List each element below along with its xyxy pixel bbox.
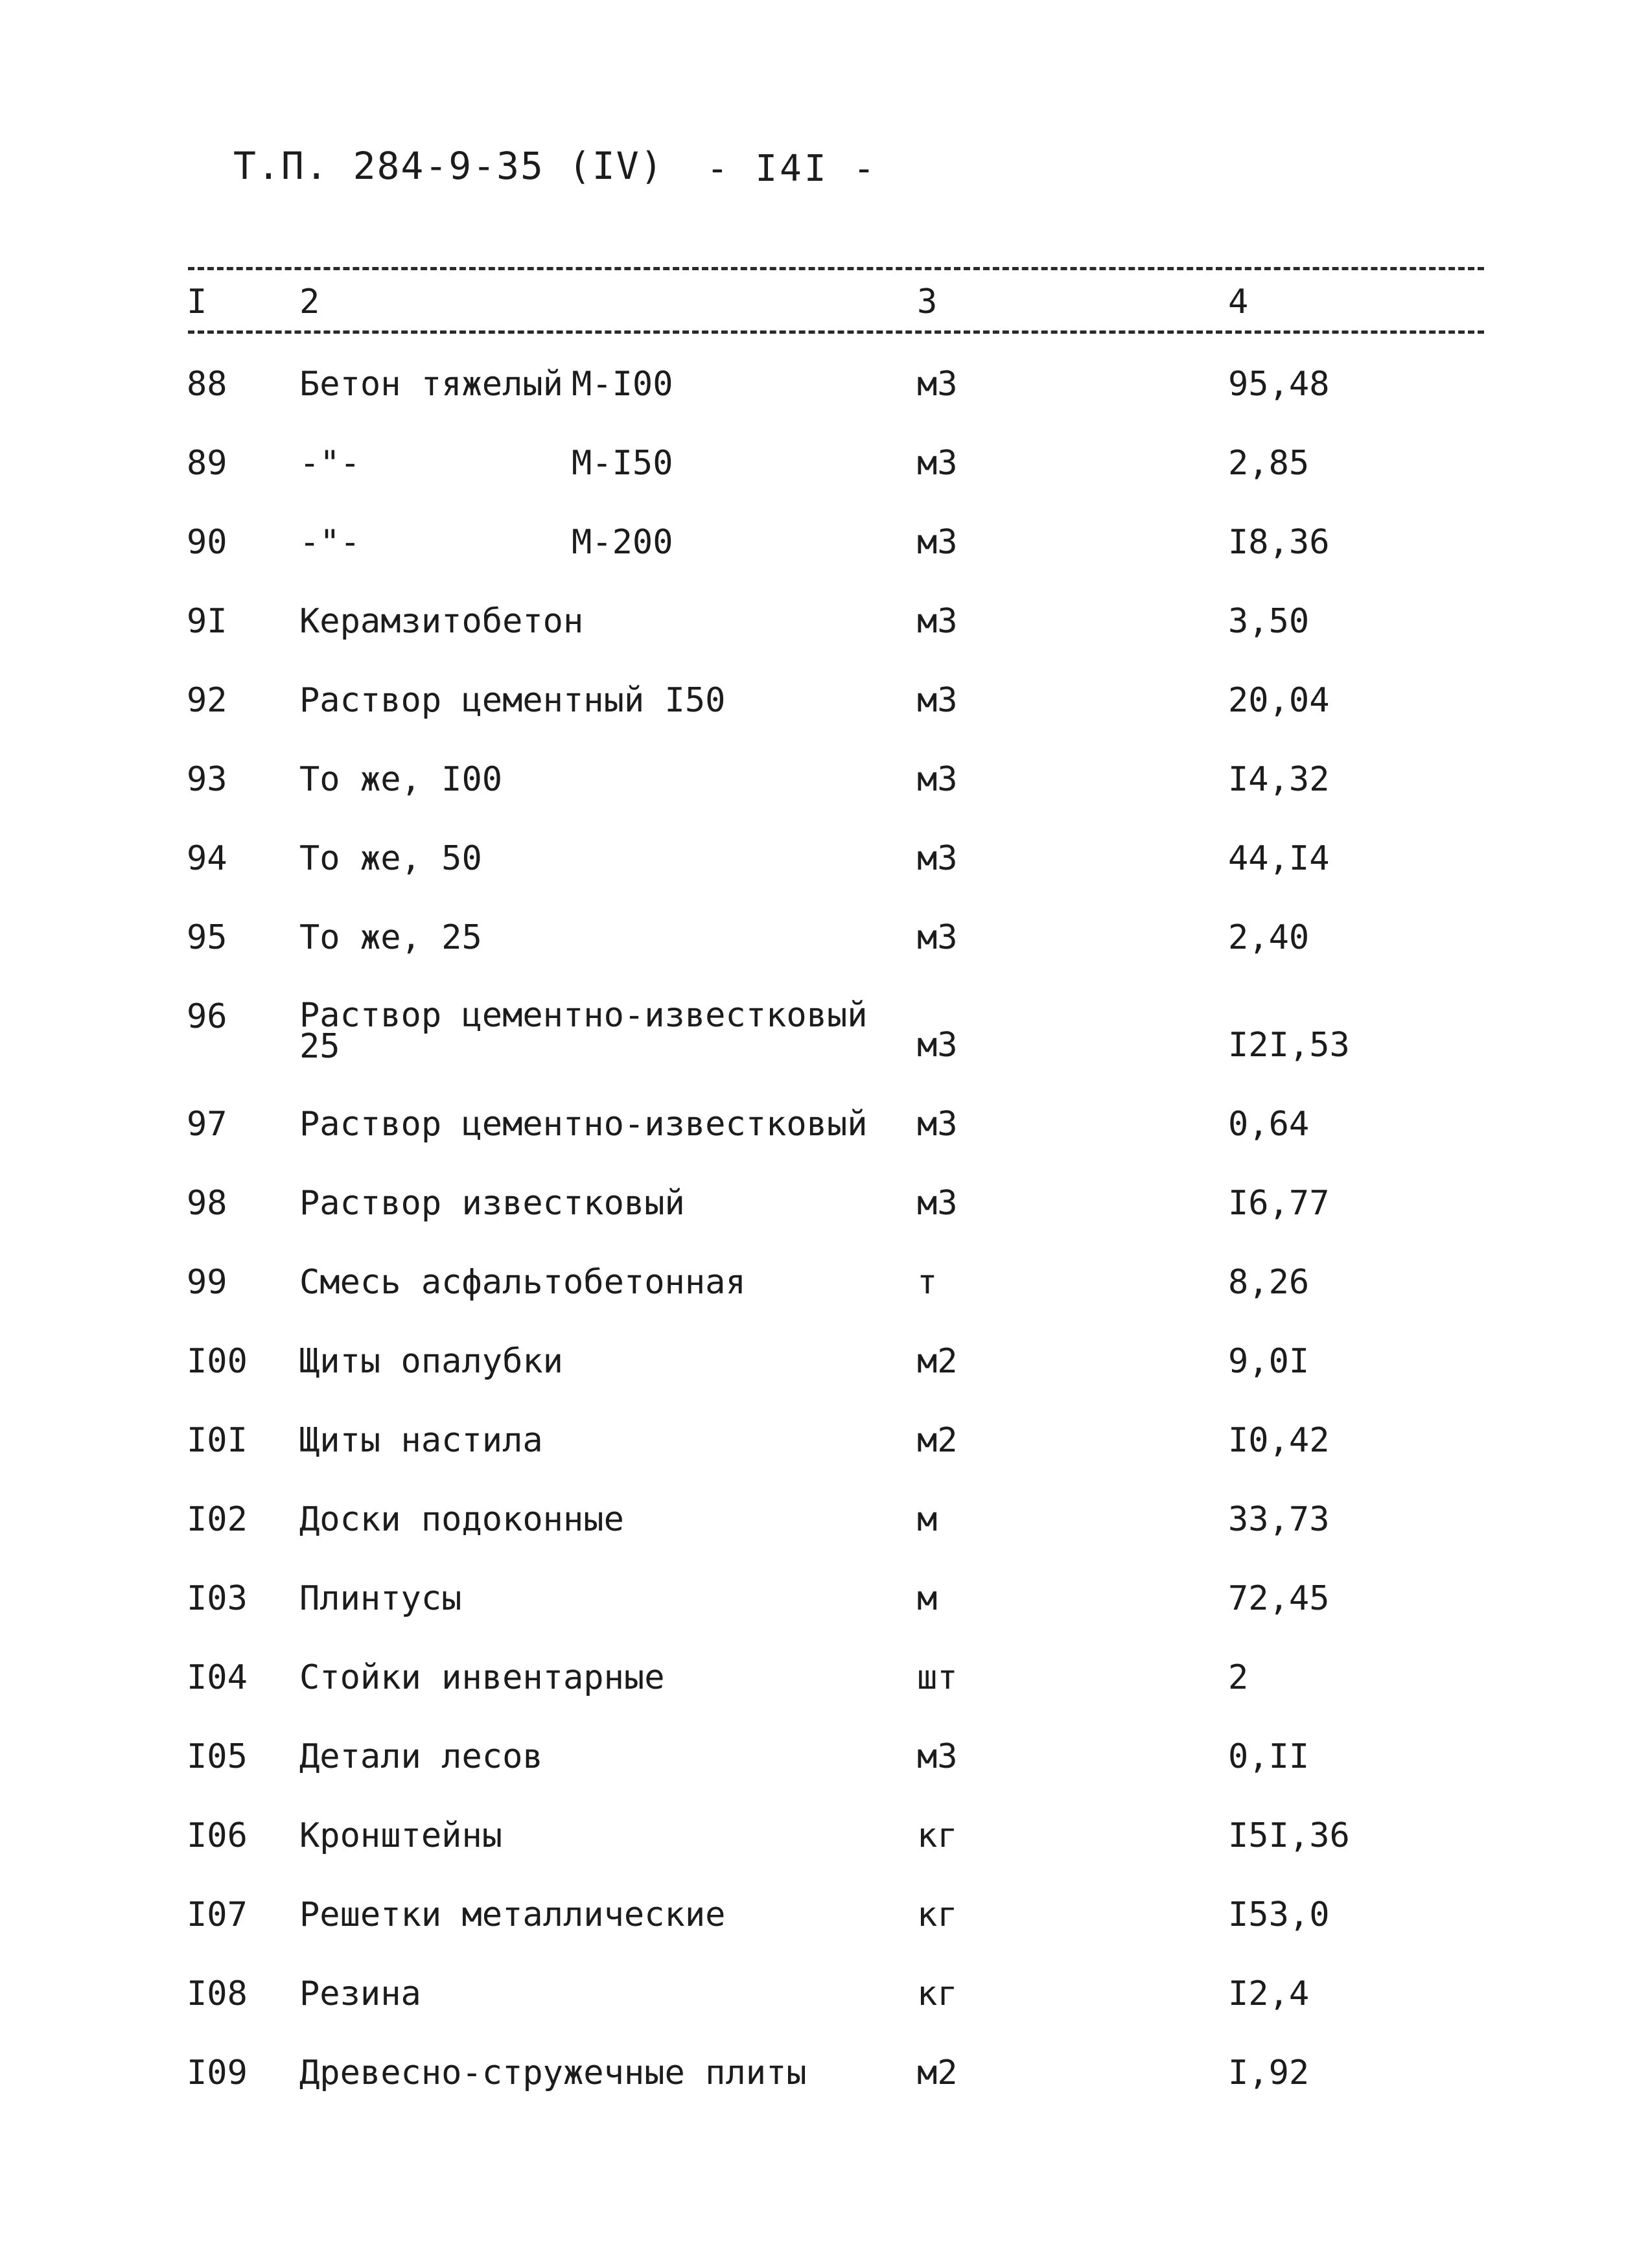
quantity: 44,I4 [1228,839,1330,878]
quantity: I8,36 [1228,523,1330,562]
column-header-2: 2 [299,283,320,321]
material-name: Щиты настила [299,1421,543,1460]
page-number: - I4I - [706,148,878,190]
row-number: I0I [187,1421,248,1460]
table-row [0,1737,1626,1818]
table-row [0,1658,1626,1739]
column-header-4: 4 [1228,283,1249,321]
row-number: 90 [187,523,227,562]
table-row [0,760,1626,840]
material-name: Резина [299,1974,421,2013]
unit: м3 [917,1184,958,1223]
quantity: 0,64 [1228,1105,1310,1144]
table-row [0,1579,1626,1660]
row-number: 98 [187,1184,227,1223]
unit: м3 [917,681,958,720]
material-name: Раствор цементно-известковый 25 [299,996,868,1066]
row-number: I02 [187,1500,248,1539]
quantity: 72,45 [1228,1579,1330,1618]
quantity: I,92 [1228,2054,1310,2092]
quantity: 3,50 [1228,602,1310,641]
unit: м3 [917,839,958,878]
quantity: I2I,53 [1228,1026,1350,1065]
quantity: 8,26 [1228,1263,1310,1302]
table-row [0,1342,1626,1422]
unit: м3 [917,918,958,957]
material-grade: М-I00 [572,365,673,404]
row-number: 92 [187,681,227,720]
table-row [0,446,1626,524]
unit: м3 [917,1105,958,1144]
quantity: I2,4 [1228,1974,1310,2013]
row-number: 99 [187,1263,227,1302]
unit: м3 [917,365,958,404]
quantity: 9,0I [1228,1342,1310,1381]
material-name: Смесь асфальтобетонная [299,1263,746,1302]
row-number: 95 [187,918,227,957]
row-number: I04 [187,1658,248,1697]
quantity: I5I,36 [1228,1816,1350,1855]
material-name-text: -"- [299,523,360,562]
material-name: Доски подоконные [299,1500,624,1539]
material-name: Керамзитобетон [299,602,584,641]
table-row [0,1421,1626,1501]
material-name: Детали лесов [299,1737,543,1776]
table-row [0,1974,1626,2055]
material-name: Плинтусы [299,1579,462,1618]
unit: шт [917,1658,958,1697]
table-row [0,681,1626,761]
row-number: I09 [187,2054,248,2092]
material-name: Щиты опалубки [299,1342,563,1381]
quantity: 95,48 [1228,365,1330,404]
row-number: I00 [187,1342,248,1381]
quantity: I6,77 [1228,1184,1330,1223]
table-row [0,996,1626,1078]
material-grade: М-I50 [572,444,673,483]
quantity: 2,40 [1228,918,1310,957]
table-row [0,1816,1626,1897]
material-name [299,365,673,404]
unit: м3 [917,760,958,799]
column-header-1: I [187,283,207,321]
quantity: 20,04 [1228,681,1330,720]
table-row [0,523,1626,603]
unit: м2 [917,2054,958,2092]
unit: м3 [917,444,958,483]
table-row [0,602,1626,682]
quantity: 33,73 [1228,1500,1330,1539]
row-number: I06 [187,1816,248,1855]
material-name: Стойки инвентарные [299,1658,665,1697]
unit: м3 [917,1026,958,1065]
material-name: Раствор цементно-известковый [299,1105,868,1144]
row-number: I05 [187,1737,248,1776]
row-number: 94 [187,839,227,878]
material-name: Решетки металлические [299,1895,726,1934]
quantity: 2,85 [1228,444,1310,483]
table-row [0,1500,1626,1580]
quantity: 2 [1228,1658,1249,1697]
material-name: То же, I00 [299,760,503,799]
material-name: Раствор цементный I50 [299,681,726,720]
unit: м3 [917,1737,958,1776]
quantity: 0,II [1228,1737,1310,1776]
material-name: Древесно-стружечные плиты [299,2054,807,2092]
material-name: Раствор известковый [299,1184,685,1223]
unit: кг [917,1974,958,2013]
material-name-text: -"- [299,444,360,483]
unit: кг [917,1895,958,1934]
table-header-rule [188,330,1484,334]
column-header-3: 3 [917,283,938,321]
row-number: 97 [187,1105,227,1144]
unit: кг [917,1816,958,1855]
table-row [0,1186,1626,1264]
quantity: I0,42 [1228,1421,1330,1460]
unit: м2 [917,1421,958,1460]
table-row [0,2056,1626,2134]
table-row [0,1263,1626,1343]
table-row [0,367,1626,445]
quantity: I53,0 [1228,1895,1330,1934]
unit: м2 [917,1342,958,1381]
material-name [299,444,673,483]
row-number: 89 [187,444,227,483]
unit: м [917,1500,938,1539]
unit: м [917,1579,938,1618]
row-number: 96 [187,997,227,1036]
table-top-rule [188,267,1484,270]
material-name: То же, 25 [299,918,482,957]
unit: м3 [917,602,958,641]
material-grade: М-200 [572,523,673,562]
table-row [0,1107,1626,1185]
quantity: I4,32 [1228,760,1330,799]
row-number: I03 [187,1579,248,1618]
table-row [0,918,1626,999]
material-name-text: Бетон тяжелый [299,365,563,404]
row-number: I08 [187,1974,248,2013]
material-name: Кронштейны [299,1816,503,1855]
table-row [0,839,1626,920]
unit: т [917,1263,938,1302]
material-name [299,523,673,562]
table-row [0,1895,1626,1976]
unit: м3 [917,523,958,562]
material-name: То же, 50 [299,839,482,878]
row-number: 88 [187,365,227,404]
row-number: 93 [187,760,227,799]
document-code: Т.П. 284-9-35 (IV) [233,144,664,188]
row-number: 9I [187,602,227,641]
row-number: I07 [187,1895,248,1934]
